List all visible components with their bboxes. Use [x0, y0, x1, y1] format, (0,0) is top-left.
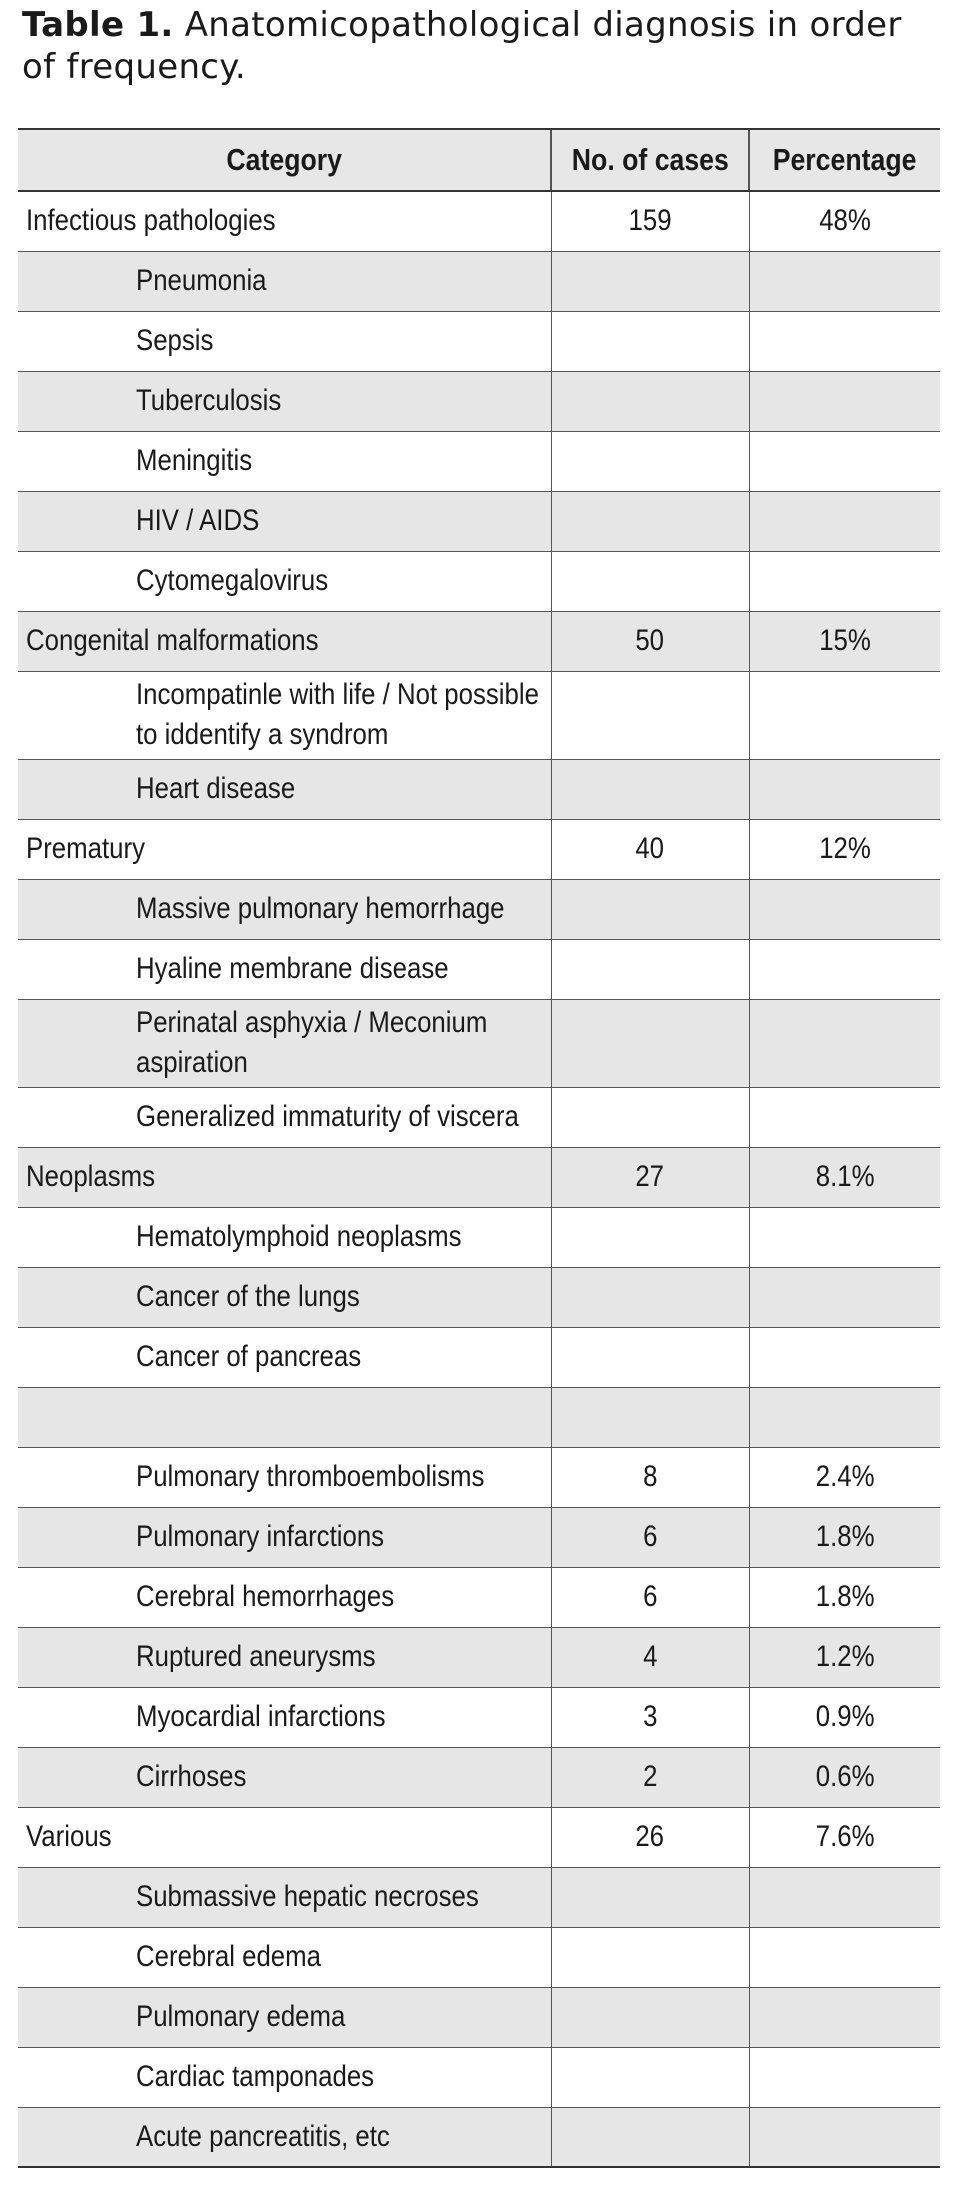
row-percentage: 0.6% [749, 1747, 940, 1807]
row-percentage: 1.8% [749, 1567, 940, 1627]
row-percentage [749, 251, 940, 311]
row-name: Generalized immaturity of viscera [18, 1087, 551, 1147]
table-row [18, 1747, 940, 1807]
row-percentage [749, 671, 940, 759]
table-row [18, 1327, 940, 1387]
row-percentage: 2.4% [749, 1447, 940, 1507]
row-percentage: 12% [749, 819, 940, 879]
row-cases [551, 759, 749, 819]
row-percentage [749, 551, 940, 611]
row-cases: 4 [551, 1627, 749, 1687]
table-row [18, 1267, 940, 1327]
table-row [18, 611, 940, 671]
table-row [18, 671, 940, 759]
row-percentage [749, 999, 940, 1087]
table-row [18, 1087, 940, 1147]
row-cases: 8 [551, 1447, 749, 1507]
table-row [18, 1807, 940, 1867]
row-name: Tuberculosis [18, 371, 551, 431]
row-cases [551, 1387, 749, 1447]
row-percentage: 1.8% [749, 1507, 940, 1567]
row-name: Submassive hepatic necroses [18, 1867, 551, 1927]
row-percentage [749, 431, 940, 491]
table-row [18, 1987, 940, 2047]
table-row [18, 2047, 940, 2107]
table-row [18, 939, 940, 999]
row-cases [551, 879, 749, 939]
row-cases: 159 [551, 191, 749, 251]
row-cases: 6 [551, 1507, 749, 1567]
row-percentage [749, 1387, 940, 1447]
row-name: Perinatal asphyxia / Meconium aspiration [18, 999, 551, 1087]
row-percentage: 15% [749, 611, 940, 671]
table-row [18, 999, 940, 1087]
row-percentage [749, 1987, 940, 2047]
row-name: Ruptured aneurysms [18, 1627, 551, 1687]
row-name: Cancer of the lungs [18, 1267, 551, 1327]
row-percentage: 1.2% [749, 1627, 940, 1687]
row-percentage: 7.6% [749, 1807, 940, 1867]
row-name: Massive pulmonary hemorrhage [18, 879, 551, 939]
row-name: Cancer of pancreas [18, 1327, 551, 1387]
row-name: Cytomegalovirus [18, 551, 551, 611]
row-name: Acute pancreatitis, etc [18, 2107, 551, 2167]
table-row [18, 1387, 940, 1447]
row-name: Sepsis [18, 311, 551, 371]
row-percentage [749, 1867, 940, 1927]
row-cases [551, 2047, 749, 2107]
table-row [18, 1447, 940, 1507]
header-category: Category [18, 129, 551, 191]
row-cases [551, 999, 749, 1087]
table-row [18, 879, 940, 939]
row-name: Meningitis [18, 431, 551, 491]
row-name: Incompatinle with life / Not possible to iddentify a syndrom [18, 671, 551, 759]
row-cases [551, 671, 749, 759]
row-percentage [749, 1087, 940, 1147]
row-percentage [749, 1927, 940, 1987]
row-cases: 27 [551, 1147, 749, 1207]
row-cases: 6 [551, 1567, 749, 1627]
header-cases: No. of cases [551, 129, 749, 191]
row-percentage: 0.9% [749, 1687, 940, 1747]
table-row [18, 1207, 940, 1267]
row-name: Hematolymphoid neoplasms [18, 1207, 551, 1267]
table-header-row [18, 129, 940, 191]
row-name: Various [18, 1807, 551, 1867]
row-cases [551, 1267, 749, 1327]
row-percentage: 8.1% [749, 1147, 940, 1207]
row-name: HIV / AIDS [18, 491, 551, 551]
row-cases [551, 939, 749, 999]
table-row [18, 1147, 940, 1207]
row-cases [551, 1327, 749, 1387]
row-cases [551, 491, 749, 551]
row-name: Pulmonary edema [18, 1987, 551, 2047]
row-percentage [749, 939, 940, 999]
caption-text: Anatomicopathological diagnosis in order of frequency. [22, 5, 902, 87]
row-cases [551, 251, 749, 311]
row-cases: 3 [551, 1687, 749, 1747]
row-name: Cerebral edema [18, 1927, 551, 1987]
row-percentage [749, 311, 940, 371]
row-name: Pulmonary infarctions [18, 1507, 551, 1567]
row-percentage [749, 491, 940, 551]
table-row [18, 371, 940, 431]
row-cases: 26 [551, 1807, 749, 1867]
table-row [18, 1507, 940, 1567]
row-name: Pulmonary thromboembolisms [18, 1447, 551, 1507]
row-cases: 2 [551, 1747, 749, 1807]
row-percentage: 48% [749, 191, 940, 251]
table-row [18, 1627, 940, 1687]
row-cases [551, 1207, 749, 1267]
row-name: Infectious pathologies [18, 191, 551, 251]
table-row [18, 191, 940, 251]
table-row [18, 431, 940, 491]
row-cases: 40 [551, 819, 749, 879]
row-percentage [749, 1327, 940, 1387]
row-cases: 50 [551, 611, 749, 671]
row-percentage [749, 2107, 940, 2167]
row-cases [551, 1867, 749, 1927]
row-percentage [749, 879, 940, 939]
row-name: Hyaline membrane disease [18, 939, 551, 999]
header-percentage: Percentage [749, 129, 940, 191]
row-percentage [749, 759, 940, 819]
table-row [18, 819, 940, 879]
row-name: Pneumonia [18, 251, 551, 311]
row-name: Myocardial infarctions [18, 1687, 551, 1747]
caption-label: Table 1. [22, 5, 174, 45]
table-row [18, 1867, 940, 1927]
row-percentage [749, 1207, 940, 1267]
row-name: Prematury [18, 819, 551, 879]
table-row [18, 251, 940, 311]
row-cases [551, 1987, 749, 2047]
row-cases [551, 371, 749, 431]
row-percentage [749, 371, 940, 431]
table-row [18, 491, 940, 551]
row-cases [551, 1927, 749, 1987]
table-row [18, 1567, 940, 1627]
table-row [18, 2107, 940, 2167]
row-name: Cerebral hemorrhages [18, 1567, 551, 1627]
row-cases [551, 2107, 749, 2167]
row-name: Heart disease [18, 759, 551, 819]
row-name: Neoplasms [18, 1147, 551, 1207]
diagnosis-table [18, 128, 940, 2168]
row-percentage [749, 1267, 940, 1327]
table-row [18, 759, 940, 819]
table-row [18, 1927, 940, 1987]
table-row [18, 311, 940, 371]
table-caption [22, 4, 942, 88]
row-name [18, 1387, 551, 1447]
row-name: Cirrhoses [18, 1747, 551, 1807]
row-name: Cardiac tamponades [18, 2047, 551, 2107]
row-name: Congenital malformations [18, 611, 551, 671]
row-cases [551, 431, 749, 491]
row-percentage [749, 2047, 940, 2107]
table-row [18, 551, 940, 611]
row-cases [551, 311, 749, 371]
table-row [18, 1687, 940, 1747]
row-cases [551, 551, 749, 611]
